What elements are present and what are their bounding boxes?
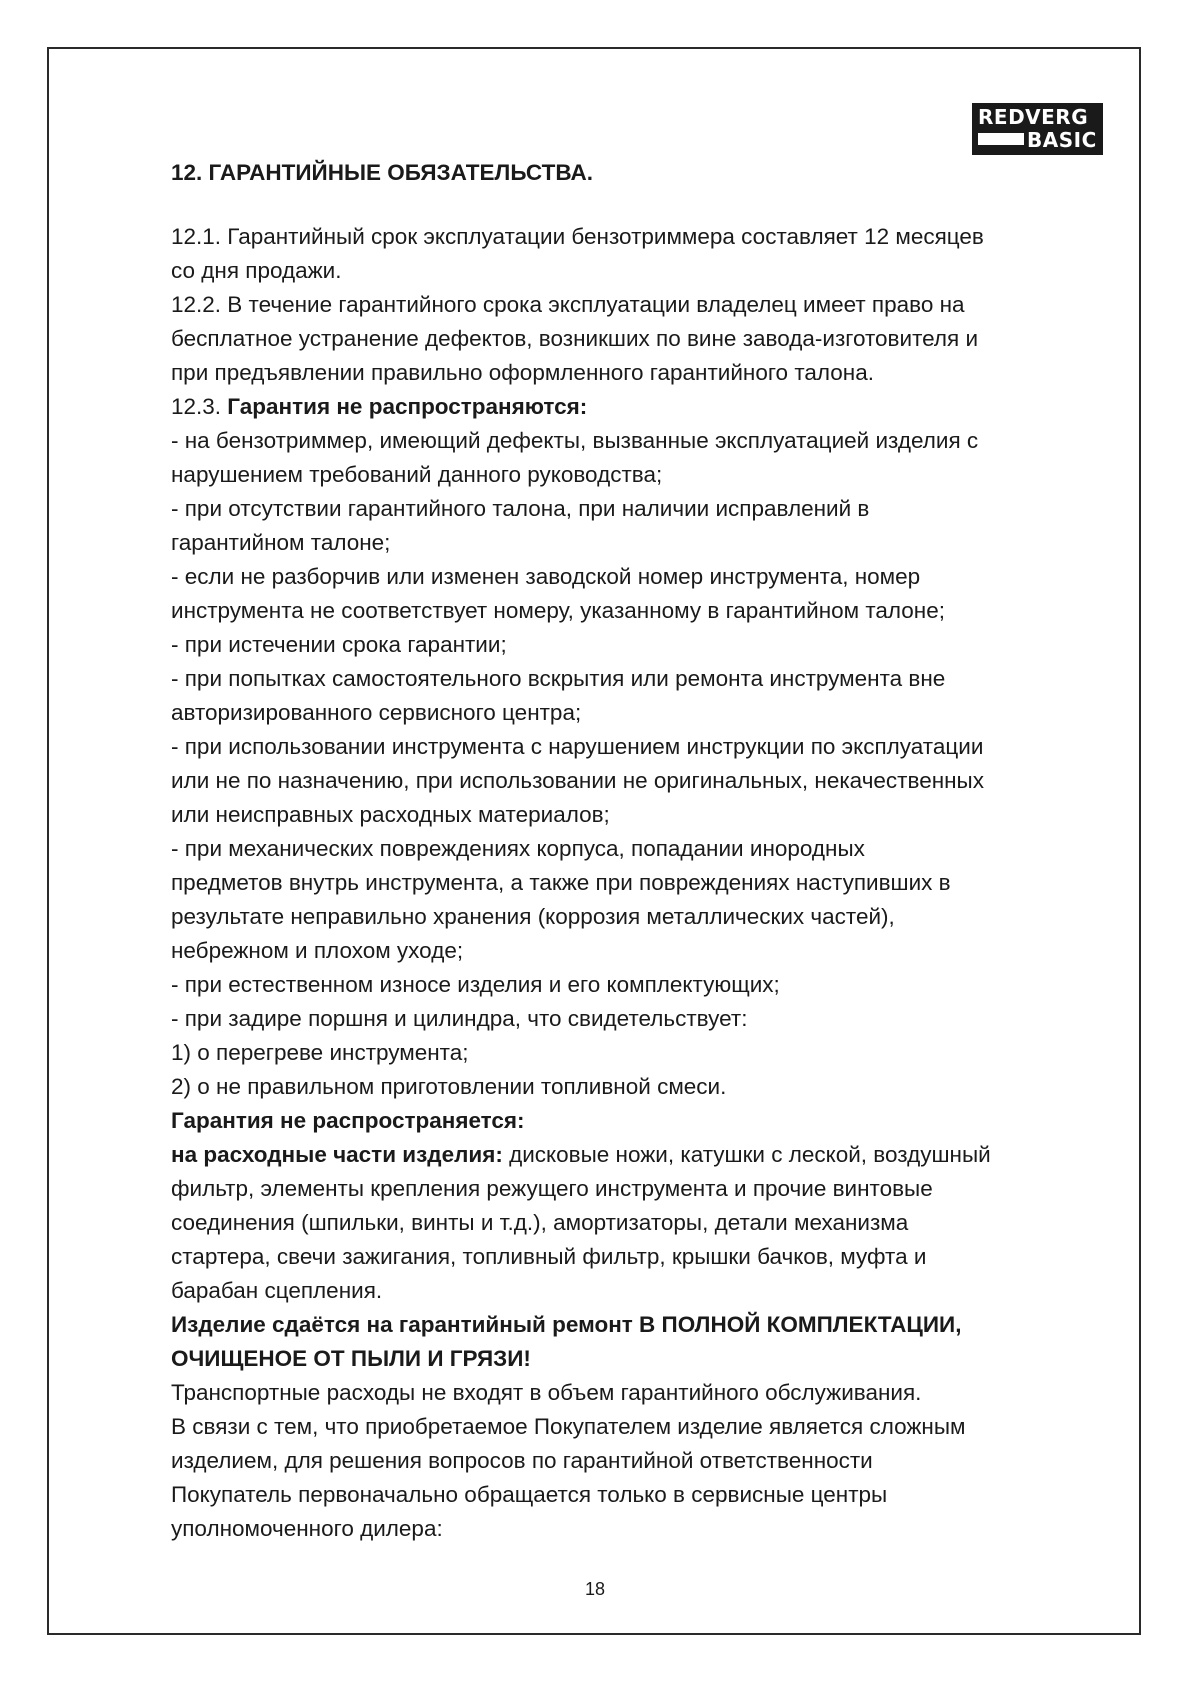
list-line: - при использовании инструмента с нарушением инструкции по эксплуатации xyxy=(171,734,984,759)
text-line: 12.1. Гарантийный срок эксплуатации бензотриммера составляет 12 месяцев xyxy=(171,224,984,249)
list-line: 1) о перегреве инструмента; xyxy=(171,1040,469,1065)
document-body xyxy=(171,156,1106,1546)
clause-number: 12.3. xyxy=(171,394,228,419)
notice-line: Изделие сдаётся на гарантийный ремонт В ПОЛНОЙ КОМПЛЕКТАЦИИ, xyxy=(171,1312,962,1337)
text-line: Покупатель первоначально обращается только в сервисные центры xyxy=(171,1482,888,1507)
list-line: 2) о не правильном приготовлении топливной смеси. xyxy=(171,1074,727,1099)
section-heading: 12. ГАРАНТИЙНЫЕ ОБЯЗАТЕЛЬСТВА. xyxy=(171,160,593,185)
text-line: изделием, для решения вопросов по гарантийной ответственности xyxy=(171,1448,873,1473)
consumables-label: на расходные части изделия: xyxy=(171,1142,503,1167)
list-line: результате неправильно хранения (коррозия металлических частей), xyxy=(171,904,895,929)
page-number: 18 xyxy=(584,1579,606,1599)
list-line: небрежном и плохом уходе; xyxy=(171,938,464,963)
consumables-text: дисковые ножи, катушки с леской, воздушный xyxy=(502,1142,991,1167)
clause-12-3 xyxy=(171,390,1106,424)
list-line: - при механических повреждениях корпуса, попадании инородных xyxy=(171,836,865,861)
list-line: авторизированного сервисного центра; xyxy=(171,700,582,725)
text-line: В связи с тем, что приобретаемое Покупателем изделие является сложным xyxy=(171,1414,966,1439)
list-line: или неисправных расходных материалов; xyxy=(171,802,610,827)
list-line: - при попытках самостоятельного вскрытия или ремонта инструмента вне xyxy=(171,666,946,691)
list-line: нарушением требований данного руководства; xyxy=(171,462,663,487)
text-line: бесплатное устранение дефектов, возникших по вине завода-изготовителя и xyxy=(171,326,979,351)
list-line: гарантийном талоне; xyxy=(171,530,391,555)
text-line: фильтр, элементы крепления режущего инструмента и прочие винтовые xyxy=(171,1176,933,1201)
text-line: барабан сцепления. xyxy=(171,1278,383,1303)
list-line: - при отсутствии гарантийного талона, при наличии исправлений в xyxy=(171,496,870,521)
list-line: инструмента не соответствует номеру, указанному в гарантийном талоне; xyxy=(171,598,945,623)
list-line: - на бензотриммер, имеющий дефекты, вызванные эксплуатацией изделия с xyxy=(171,428,979,453)
redverg-basic-logo xyxy=(972,103,1103,155)
list-line: - если не разборчив или изменен заводской номер инструмента, номер xyxy=(171,564,921,589)
list-line: - при естественном износе изделия и его комплектующих; xyxy=(171,972,780,997)
list-line: - при задире поршня и цилиндра, что свидетельствует: xyxy=(171,1006,748,1031)
text-line: соединения (шпильки, винты и т.д.), амортизаторы, детали механизма xyxy=(171,1210,909,1235)
text-line: со дня продажи. xyxy=(171,258,342,283)
consumables-line xyxy=(171,1138,1106,1172)
logo-bar xyxy=(978,133,1024,145)
logo-line-2: BASIC xyxy=(1027,128,1097,152)
text-line: уполномоченного дилера: xyxy=(171,1516,443,1541)
list-line: или не по назначению, при использовании не оригинальных, некачественных xyxy=(171,768,984,793)
text-line: Транспортные расходы не входят в объем гарантийного обслуживания. xyxy=(171,1380,922,1405)
text-line: при предъявлении правильно оформленного гарантийного талона. xyxy=(171,360,874,385)
text-line: 12.2. В течение гарантийного срока эксплуатации владелец имеет право на xyxy=(171,292,965,317)
logo-line-1: REDVERG xyxy=(978,105,1089,129)
notice-line: ОЧИЩЕНОЕ ОТ ПЫЛИ И ГРЯЗИ! xyxy=(171,1346,531,1371)
list-line: предметов внутрь инструмента, а также при повреждениях наступивших в xyxy=(171,870,951,895)
clause-title: Гарантия не распространяются: xyxy=(227,394,588,419)
text-line: стартера, свечи зажигания, топливный фильтр, крышки бачков, муфта и xyxy=(171,1244,927,1269)
warranty-exclusion-title: Гарантия не распространяется: xyxy=(171,1108,525,1133)
list-line: - при истечении срока гарантии; xyxy=(171,632,507,657)
